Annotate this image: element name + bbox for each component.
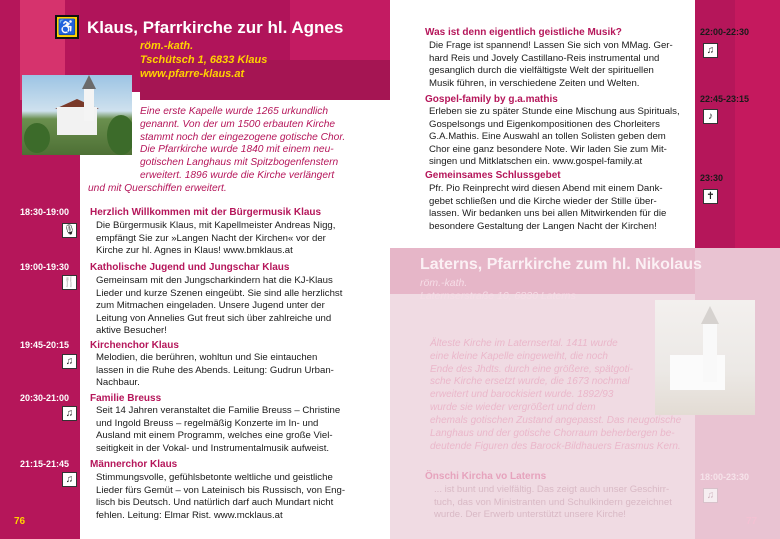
event-line: gesanglich durch die vielfältigste Welt der spirituellen bbox=[429, 65, 654, 77]
music-note-icon: ♫ bbox=[62, 406, 77, 421]
intro-line: Eine erste Kapelle wurde 1265 urkundlich bbox=[140, 106, 329, 117]
event-title: Katholische Jugend und Jungschar Klaus bbox=[90, 262, 290, 273]
header-color-block-3 bbox=[140, 60, 390, 100]
event-title: Familie Breuss bbox=[90, 393, 162, 404]
event-line: wurde. Der Erwerb unterstützt unsere Kirche! bbox=[434, 509, 626, 521]
event-line: gebet schließen und die Kirche wieder der Stille über- bbox=[429, 195, 657, 207]
right-page bbox=[390, 0, 780, 539]
event-description bbox=[429, 183, 694, 233]
event-time: 18:00-23:30 bbox=[700, 472, 750, 482]
praying-icon: ✝ bbox=[703, 189, 718, 204]
event-line: ... ist bunt und vielfältig. Das zeigt auch unser Geschirr- bbox=[434, 484, 670, 495]
event-time: 20:30-21:00 bbox=[20, 393, 70, 403]
event-line: Melodien, die berühren, wohltun und Sie eintauchen bbox=[96, 352, 318, 363]
event-line: singen und Mitklatschen ein. www.gospel-family.at bbox=[429, 156, 643, 168]
laterns-address: Laternserstraße 10, 6830 Laterns bbox=[420, 290, 576, 302]
church-address: Tschütsch 1, 6833 Klaus bbox=[140, 54, 268, 66]
event-line: lassen in die Ruhe des Abends. Leitung: Gudrun Urban- bbox=[96, 364, 334, 376]
event-line: Kirche zur hl. Agnes in Klaus! www.bmklaus.at bbox=[96, 245, 293, 257]
event-description bbox=[96, 275, 386, 338]
event-title: Kirchenchor Klaus bbox=[90, 340, 179, 351]
intro-line: deutende Figuren des Barock-Bildhauers Erasmus Kern. bbox=[430, 440, 681, 452]
event-line: fehlen. Leitung: Elmar Rist. www.mcklaus.at bbox=[96, 509, 283, 521]
event-line: Stimmungsvolle, gefühlsbetonte weltliche und geistliche bbox=[96, 472, 333, 483]
event-line: Ausland mit einem Programm, welches eine große Viel- bbox=[96, 430, 333, 442]
event-line: Nachbaur. bbox=[96, 377, 140, 389]
event-title: Gospel-family by g.a.mathis bbox=[425, 94, 558, 105]
church-denomination: röm.-kath. bbox=[140, 40, 194, 52]
event-title: Herzlich Willkommen mit der Bürgermusik Klaus bbox=[90, 207, 322, 218]
event-line: hard Reis und Jovely Castillano-Reis instrumental und bbox=[429, 52, 660, 64]
church-photo bbox=[22, 75, 132, 155]
intro-line: sche Kirche ersetzt wurde, die 1673 nochmal bbox=[430, 376, 630, 388]
music-note-icon: ♫ bbox=[703, 488, 718, 503]
event-time: 19:45-20:15 bbox=[20, 340, 70, 350]
event-line: Erleben sie zu später Stunde eine Mischung aus Spirituals, bbox=[429, 106, 680, 117]
event-line: Die Bürgermusik Klaus, mit Kapellmeister Andreas Nigg, bbox=[96, 220, 336, 231]
event-line: lassen. Wir bedanken uns bei allen Mitwirkenden für die bbox=[429, 208, 667, 220]
intro-line: Langhaus und der gotische Chorraum beherbergen be- bbox=[430, 428, 675, 439]
intro-line: erweitert. 1896 wurde die Kirche verlängert bbox=[140, 169, 335, 181]
event-line: Die Frage ist spannend! Lassen Sie sich von MMag. Ger- bbox=[429, 40, 673, 51]
event-line: G.A.Mathis. Eine Auswahl an tollen Solisten geben dem bbox=[429, 131, 666, 143]
event-line: Pfr. Pio Reinprecht wird diesen Abend mit einem Dank- bbox=[429, 183, 663, 194]
event-line: Gemeinsam mit den Jungscharkindern hat die KJ-Klaus bbox=[96, 275, 333, 286]
event-time: 18:30-19:00 bbox=[20, 207, 70, 217]
event-time: 19:00-19:30 bbox=[20, 262, 70, 272]
event-description bbox=[96, 472, 386, 522]
intro-line: Älteste Kirche im Laternsertal. 1411 wurde bbox=[430, 338, 618, 349]
event-line: empfängt Sie zur »Langen Nacht der Kirchen« vor der bbox=[96, 232, 326, 244]
church-intro bbox=[88, 106, 385, 194]
laterns-intro bbox=[430, 338, 682, 428]
intro-line: ehemals gotischen Zustand angepasst. Das neugotische bbox=[430, 414, 682, 426]
intro-line: gotischen Langhaus mit Spitzbogenfenstern bbox=[140, 157, 339, 169]
intro-line: Ende des Jhdts. durch eine größere, spätgoti- bbox=[430, 363, 633, 375]
event-time: 21:15-21:45 bbox=[20, 459, 70, 469]
event-line: Leitung von Annelies Gut freut sich über zahlreiche und bbox=[96, 312, 332, 324]
event-line: besondere Gestaltung der Langen Nacht der Kirchen! bbox=[429, 220, 657, 232]
event-description bbox=[429, 40, 694, 90]
event-line: und Ingold Breuss – regelmäßig Konzerte im In- und bbox=[96, 417, 319, 429]
event-line: lisch bis Deutsch. Und natürlich darf auch Mundart nicht bbox=[96, 497, 334, 509]
event-description bbox=[429, 106, 694, 169]
event-line: Gospelsongs und Eigenkompositionen des Chorleiters bbox=[429, 118, 660, 130]
event-line: tuch, das von Ministranten und Schulkindern gezeichnet bbox=[434, 496, 672, 508]
intro-line: erweitert und barockisiert wurde. 1892/93 bbox=[430, 389, 614, 401]
intro-line: stammt noch der eingezogene gotische Chor. bbox=[140, 131, 346, 143]
church-website: www.pfarre-klaus.at bbox=[140, 68, 245, 80]
event-title: Was ist denn eigentlich geistliche Musik? bbox=[425, 27, 622, 38]
event-title: Önschi Kircha vo Laterns bbox=[425, 471, 547, 482]
event-line: zum Mitmachen eingeladen. Unsere Jugend unter der bbox=[96, 300, 325, 312]
event-description bbox=[96, 352, 386, 390]
event-time: 23:30 bbox=[700, 173, 724, 183]
laterns-church-photo bbox=[655, 300, 755, 415]
page-number: 76 bbox=[14, 516, 26, 527]
event-description bbox=[434, 484, 699, 522]
event-line: aktive Besucher! bbox=[96, 325, 167, 337]
laterns-intro-tail bbox=[430, 428, 730, 454]
laterns-church-title: Laterns, Pfarrkirche zum hl. Nikolaus bbox=[420, 256, 702, 273]
event-line: Chor eine ganz besondere Note. Wir laden Sie zum Mit- bbox=[429, 143, 667, 155]
intro-line: genannt. Von der um 1500 erbauten Kirche bbox=[140, 118, 336, 130]
intro-line: und mit Querschiffen erweitert. bbox=[88, 183, 227, 194]
intro-line: eine kleine Kapelle eingeweiht, die noch bbox=[430, 350, 608, 362]
event-time: 22:45-23:15 bbox=[700, 94, 750, 104]
music-note-icon: ♫ bbox=[62, 472, 77, 487]
music-note-icon: ♫ bbox=[62, 354, 77, 369]
event-description bbox=[96, 405, 386, 455]
church-title: Klaus, Pfarrkirche zur hl. Agnes bbox=[87, 18, 344, 37]
event-title: Männerchor Klaus bbox=[90, 459, 178, 470]
event-title: Gemeinsames Schlussgebet bbox=[425, 170, 561, 181]
event-time: 22:00-22:30 bbox=[700, 27, 750, 37]
laterns-denomination: röm.-kath. bbox=[420, 277, 468, 289]
event-line: Musik führen, in verschiedene Zeiten und Welten. bbox=[429, 77, 640, 89]
cutlery-icon: 🍴 bbox=[63, 277, 76, 288]
music-note-icon: ♫ bbox=[703, 43, 718, 58]
guitar-icon: ♪ bbox=[703, 109, 718, 124]
microphone-icon: 🎙 bbox=[63, 225, 76, 236]
event-line: Lieder und kurze Szenen eingeübt. Sie sind alle herzlichst bbox=[96, 287, 343, 299]
event-line: Seit 14 Jahren veranstaltet die Familie Breuss – Christine bbox=[96, 405, 341, 416]
wheelchair-accessible-icon: ♿ bbox=[55, 15, 79, 39]
event-line: Lieder fürs Gemüt – von Lateinisch bis Russisch, von Eng- bbox=[96, 484, 346, 496]
page-number: 77 bbox=[746, 516, 758, 527]
intro-line: Die Pfarrkirche wurde 1840 mit einem neu- bbox=[140, 144, 334, 156]
intro-line: wurde sie wieder vergrößert und dem bbox=[430, 401, 596, 413]
event-description bbox=[96, 220, 386, 258]
event-line: seitigkeit in der Vokal- und Instrumentalmusik aufweist. bbox=[96, 442, 330, 454]
